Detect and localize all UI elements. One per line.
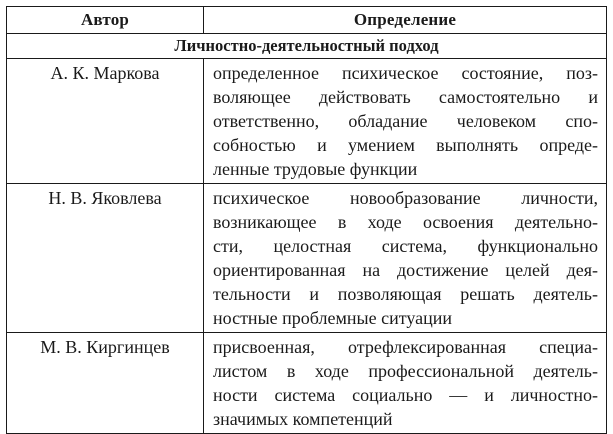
definition-line: ориентированная на достижение целей дея- — [213, 260, 598, 280]
definition-line: тельности и позволяющая решать деятель- — [213, 284, 598, 304]
table-row — [7, 333, 607, 434]
definition-line: значимых компетенций — [213, 409, 393, 429]
author-cell: М. В. Киргинцев — [7, 333, 204, 434]
section-row — [7, 34, 607, 59]
definitions-table — [6, 6, 607, 434]
definition-line: психическое новообразование личности, — [213, 188, 598, 208]
definition-line: листом в ходе профессиональной деятель- — [213, 361, 598, 381]
definition-cell — [204, 59, 607, 184]
definition-line: ности система социально — и личностно- — [213, 385, 598, 405]
definition-line: ленные трудовые функции — [213, 159, 418, 179]
definition-line: присвоенная, отрефлексированная специа- — [213, 337, 598, 357]
header-row — [7, 7, 607, 34]
table-row — [7, 184, 607, 333]
definition-cell — [204, 184, 607, 333]
definition-line: сти, целостная система, функционально — [213, 236, 598, 256]
definition-cell — [204, 333, 607, 434]
header-author: Автор — [7, 7, 204, 34]
definition-line: ностные проблемные ситуации — [213, 308, 452, 328]
author-cell: А. К. Маркова — [7, 59, 204, 184]
definition-line: собностью и умением выполнять опреде- — [213, 135, 598, 155]
definition-line: возникающее в ходе освоения деятельно- — [213, 212, 598, 232]
definition-line: ответственно, обладание человеком спо- — [213, 111, 598, 131]
author-cell: Н. В. Яковлева — [7, 184, 204, 333]
definition-line: определенное психическое состояние, поз- — [213, 63, 598, 83]
section-title: Личностно-деятельностный подход — [7, 34, 607, 59]
definition-line: воляющее действовать самостоятельно и — [213, 87, 598, 107]
header-definition: Определение — [204, 7, 607, 34]
table-row — [7, 59, 607, 184]
